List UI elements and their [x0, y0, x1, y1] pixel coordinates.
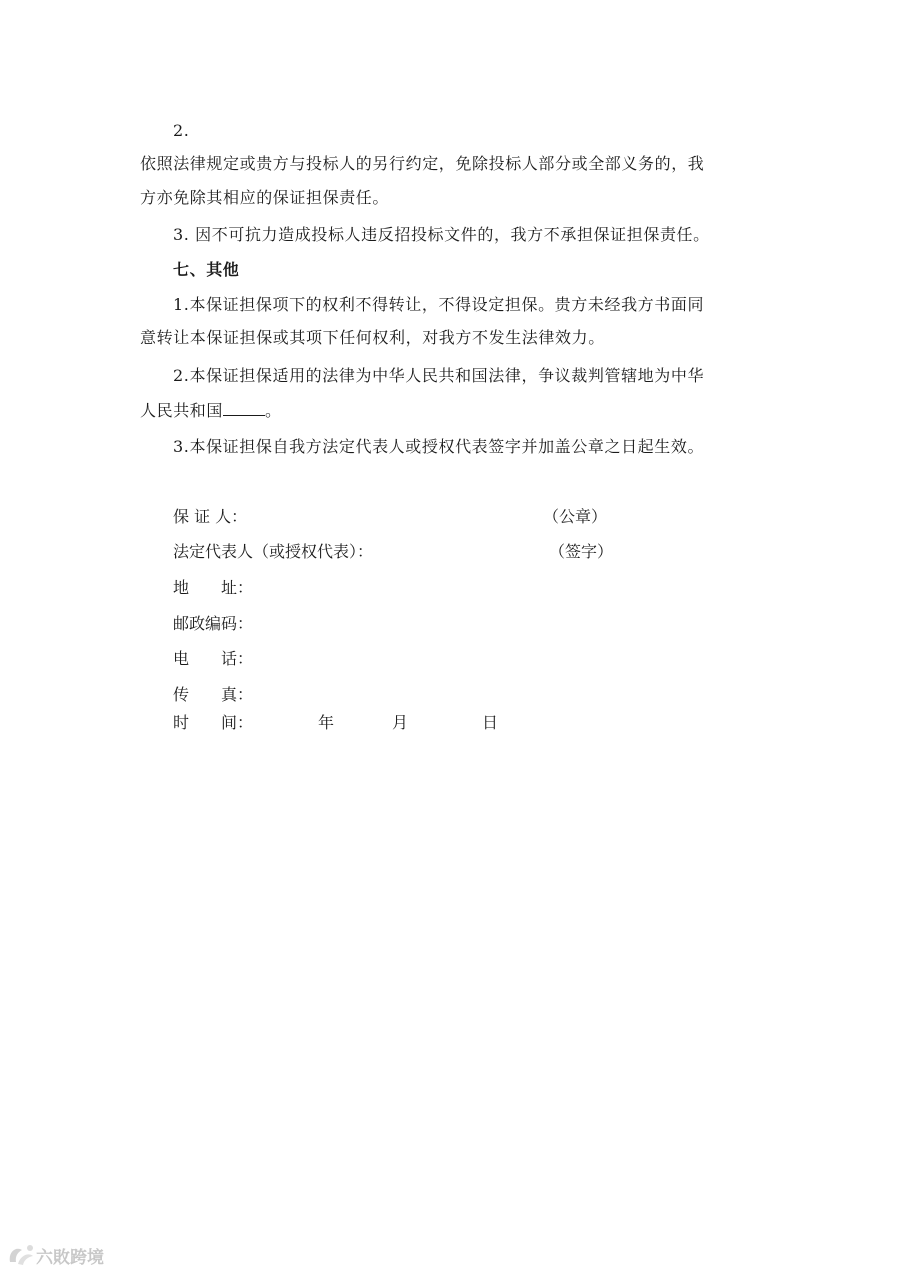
other-clause-2-line-1: 2.本保证担保适用的法律为中华人民共和国法律，争议裁判管辖地为中华 — [173, 366, 705, 385]
other-clause-2-line-2 — [140, 400, 282, 421]
clause-2-line-2: 方亦免除其相应的保证担保责任。 — [140, 188, 390, 207]
clause-2-number: 2. — [173, 121, 190, 140]
section-heading-other: 七、其他 — [173, 260, 240, 279]
time-label: 时 间： — [173, 713, 254, 732]
phone-label: 电 话： — [173, 649, 254, 668]
watermark — [6, 1240, 104, 1270]
representative-label: 法定代表人（或授权代表）： — [173, 542, 374, 561]
other-clause-2-suffix: 。 — [265, 401, 282, 420]
guarantor-label: 保 证 人： — [173, 507, 248, 526]
representative-sign-note: （签字） — [549, 542, 614, 561]
fax-label: 传 真： — [173, 685, 254, 704]
jurisdiction-blank — [223, 400, 265, 416]
watermark-text: 六敗跨境 — [36, 1247, 104, 1268]
other-clause-2-prefix: 人民共和国 — [140, 401, 224, 420]
postcode-label: 邮政编码： — [173, 614, 254, 633]
clause-2-line-1: 依照法律规定或贵方与投标人的另行约定，免除投标人部分或全部义务的，我 — [140, 154, 705, 173]
clause-3: 3. 因不可抗力造成投标人违反招投标文件的，我方不承担保证担保责任。 — [173, 225, 710, 244]
guarantor-stamp-note: （公章） — [543, 507, 608, 526]
address-label: 地 址： — [173, 578, 254, 597]
date-month: 月 — [392, 713, 409, 732]
other-clause-1-line-1: 1.本保证担保项下的权利不得转让，不得设定担保。贵方未经我方书面同 — [173, 295, 705, 314]
date-year: 年 — [318, 713, 335, 732]
watermark-logo-icon — [6, 1242, 36, 1268]
date-day: 日 — [482, 713, 499, 732]
other-clause-3: 3.本保证担保自我方法定代表人或授权代表签字并加盖公章之日起生效。 — [173, 437, 705, 456]
other-clause-1-line-2: 意转让本保证担保或其项下任何权利，对我方不发生法律效力。 — [140, 328, 605, 347]
